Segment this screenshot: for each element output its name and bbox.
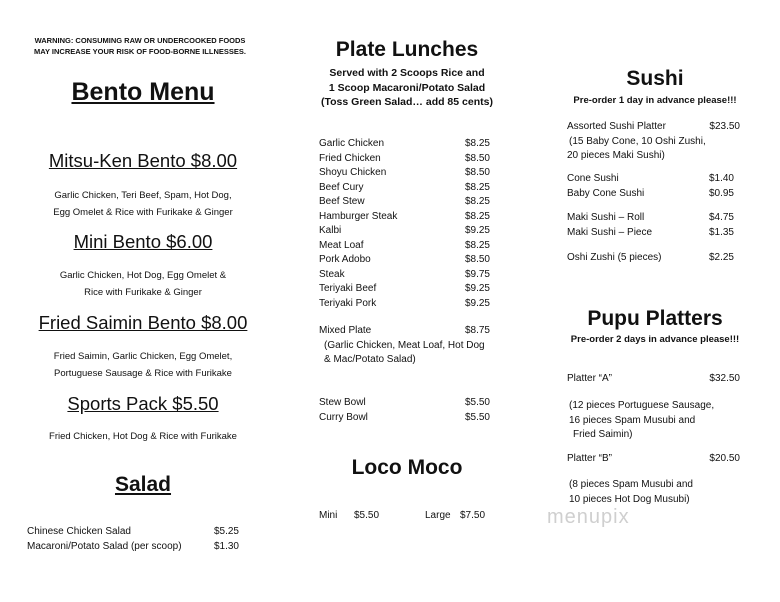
list-item xyxy=(27,525,239,540)
platter-b-desc xyxy=(569,478,759,507)
item-desc: Fried Saimin) xyxy=(573,429,633,440)
item-name: Beef Cury xyxy=(319,181,364,193)
item-name: Beef Stew xyxy=(319,196,365,207)
list-item xyxy=(319,297,490,312)
list-item xyxy=(319,166,490,181)
list-item xyxy=(27,540,239,555)
bento-menu-title: Bento Menu xyxy=(71,78,215,106)
item-price: $8.50 xyxy=(464,254,490,265)
item-price: $8.25 xyxy=(464,181,490,193)
list-item xyxy=(567,211,734,226)
item-price: $0.95 xyxy=(708,187,734,199)
subtitle-line: (Toss Green Salad… add 85 cents) xyxy=(321,96,493,108)
item-desc: (12 pieces Portuguese Sausage, xyxy=(569,400,715,411)
item-name: Cone Sushi xyxy=(567,173,619,184)
warning-line-1: WARNING: CONSUMING RAW OR UNDERCOOKED FOODS xyxy=(34,36,246,45)
item-price: $23.50 xyxy=(709,121,740,132)
sushi-platter xyxy=(567,120,740,164)
list-item xyxy=(319,239,490,254)
item-desc: 20 pieces Maki Sushi) xyxy=(567,150,665,161)
item-price: $8.75 xyxy=(464,325,490,336)
item-name: Platter “A” xyxy=(567,373,613,384)
loco-moco-title: Loco Moco xyxy=(351,456,463,479)
pupu-title: Pupu Platters xyxy=(587,307,723,330)
item-price: $1.30 xyxy=(213,540,239,552)
item-price: $4.75 xyxy=(708,212,734,223)
item-price: $9.25 xyxy=(464,283,490,294)
item-price: $20.50 xyxy=(709,453,740,464)
item-price: $8.50 xyxy=(464,167,490,178)
maki-list xyxy=(567,211,734,240)
item-name: Maki Sushi – Roll xyxy=(567,212,645,223)
plate-list xyxy=(319,137,490,311)
item-price: $1.40 xyxy=(708,173,734,184)
item-desc: (8 pieces Spam Musubi and xyxy=(569,479,693,490)
platter-a-desc xyxy=(569,399,759,443)
bento-item-desc xyxy=(10,429,276,446)
plate-lunches-subtitle xyxy=(290,66,524,110)
item-name: Hamburger Steak xyxy=(319,210,398,222)
item-name: Maki Sushi – Piece xyxy=(567,226,653,238)
item-price: $9.25 xyxy=(464,225,490,236)
loco-mini-label: Mini xyxy=(319,510,338,521)
item-name: Chinese Chicken Salad xyxy=(27,526,131,537)
list-item xyxy=(319,324,490,339)
bento-desc-line: Portuguese Sausage & Rice with Furikake xyxy=(54,367,232,379)
list-item xyxy=(567,251,734,266)
item-price: $2.25 xyxy=(708,252,734,263)
item-name: Teriyaki Pork xyxy=(319,297,377,309)
platter-b xyxy=(567,452,740,467)
menupix-watermark: menupix xyxy=(547,506,630,528)
item-desc: 10 pieces Hot Dog Musubi) xyxy=(569,493,690,505)
sushi-note: Pre-order 1 day in advance please!!! xyxy=(573,95,737,106)
item-name: Curry Bowl xyxy=(319,411,368,423)
item-name: Kalbi xyxy=(319,225,342,236)
subtitle-line: Served with 2 Scoops Rice and xyxy=(329,67,485,79)
platter-a xyxy=(567,372,740,387)
item-price: $8.25 xyxy=(464,138,490,149)
subtitle-line: 1 Scoop Macaroni/Potato Salad xyxy=(328,81,486,94)
item-price: $9.25 xyxy=(464,297,490,309)
item-name: Shoyu Chicken xyxy=(319,167,387,178)
bento-item-desc xyxy=(10,349,276,382)
sushi-title: Sushi xyxy=(626,67,684,90)
list-item xyxy=(319,411,490,426)
bento-desc-line: Garlic Chicken, Teri Beef, Spam, Hot Dog, xyxy=(54,190,232,201)
item-price: $8.25 xyxy=(464,196,490,207)
bento-desc-line: Fried Chicken, Hot Dog & Rice with Furikake xyxy=(49,431,237,442)
salad-title: Salad xyxy=(114,473,172,496)
item-price: $5.50 xyxy=(464,397,490,408)
bento-item-name: Mini Bento $6.00 xyxy=(73,231,213,252)
bento-desc-line: Rice with Furikake & Ginger xyxy=(84,286,202,298)
bento-desc-line: Fried Saimin, Garlic Chicken, Egg Omelet, xyxy=(53,351,233,362)
item-price: $8.50 xyxy=(464,152,490,164)
item-price: $5.25 xyxy=(213,526,239,537)
warning-notice xyxy=(20,35,260,57)
item-name: Teriyaki Beef xyxy=(319,283,377,294)
list-item xyxy=(567,372,740,387)
list-item xyxy=(319,195,490,210)
item-name: Baby Cone Sushi xyxy=(567,187,645,199)
cone-list xyxy=(567,172,734,201)
list-item xyxy=(567,120,740,135)
bento-item-desc xyxy=(10,268,276,301)
bowl-list xyxy=(319,396,490,425)
item-price: $1.35 xyxy=(708,226,734,238)
list-item xyxy=(567,452,740,467)
oshi-item xyxy=(567,251,734,266)
list-item xyxy=(319,181,490,196)
loco-large-price: $7.50 xyxy=(460,510,486,521)
item-name: Pork Adobo xyxy=(319,254,371,265)
bento-item-name: Fried Saimin Bento $8.00 xyxy=(38,312,248,333)
item-desc: & Mac/Potato Salad) xyxy=(324,354,416,365)
list-item xyxy=(319,137,490,152)
bento-desc-line: Egg Omelet & Rice with Furikake & Ginger xyxy=(53,206,233,218)
bento-desc-line: Garlic Chicken, Hot Dog, Egg Omelet & xyxy=(59,270,227,281)
list-item xyxy=(319,224,490,239)
item-name: Fried Chicken xyxy=(319,152,381,164)
item-name: Stew Bowl xyxy=(319,397,366,408)
mixed-plate xyxy=(319,324,490,368)
pupu-note: Pre-order 2 days in advance please!!! xyxy=(570,334,740,345)
item-name: Oshi Zushi (5 pieces) xyxy=(567,252,662,263)
list-item xyxy=(319,396,490,411)
loco-large-label: Large xyxy=(425,510,451,521)
item-desc: (15 Baby Cone, 10 Oshi Zushi, xyxy=(569,135,706,147)
item-name: Macaroni/Potato Salad (per scoop) xyxy=(27,540,182,552)
item-name: Meat Loaf xyxy=(319,239,364,251)
item-name: Garlic Chicken xyxy=(319,138,385,149)
list-item xyxy=(319,253,490,268)
bento-item-name: Sports Pack $5.50 xyxy=(67,393,219,414)
item-price: $8.25 xyxy=(464,239,490,251)
list-item xyxy=(319,268,490,283)
item-desc: 16 pieces Spam Musubi and xyxy=(569,414,696,426)
item-name: Steak xyxy=(319,268,345,280)
item-price: $9.75 xyxy=(464,268,490,280)
item-price: $32.50 xyxy=(709,373,740,384)
loco-mini-price: $5.50 xyxy=(354,510,380,521)
warning-line-2: MAY INCREASE YOUR RISK OF FOOD-BORNE ILLNESSES. xyxy=(34,47,246,56)
plate-lunches-title: Plate Lunches xyxy=(335,38,479,61)
list-item xyxy=(319,282,490,297)
list-item xyxy=(319,152,490,167)
bento-item-name: Mitsu-Ken Bento $8.00 xyxy=(48,150,238,171)
bento-item-desc xyxy=(10,188,276,221)
item-name: Assorted Sushi Platter xyxy=(567,121,666,132)
list-item xyxy=(567,172,734,187)
list-item xyxy=(567,226,734,241)
item-name: Platter “B” xyxy=(567,453,613,464)
item-desc: (Garlic Chicken, Meat Loaf, Hot Dog xyxy=(324,339,485,351)
list-item xyxy=(319,210,490,225)
item-price: $8.25 xyxy=(464,210,490,222)
salad-list xyxy=(27,525,239,554)
list-item xyxy=(567,187,734,202)
item-price: $5.50 xyxy=(464,411,490,423)
item-name: Mixed Plate xyxy=(319,325,372,336)
